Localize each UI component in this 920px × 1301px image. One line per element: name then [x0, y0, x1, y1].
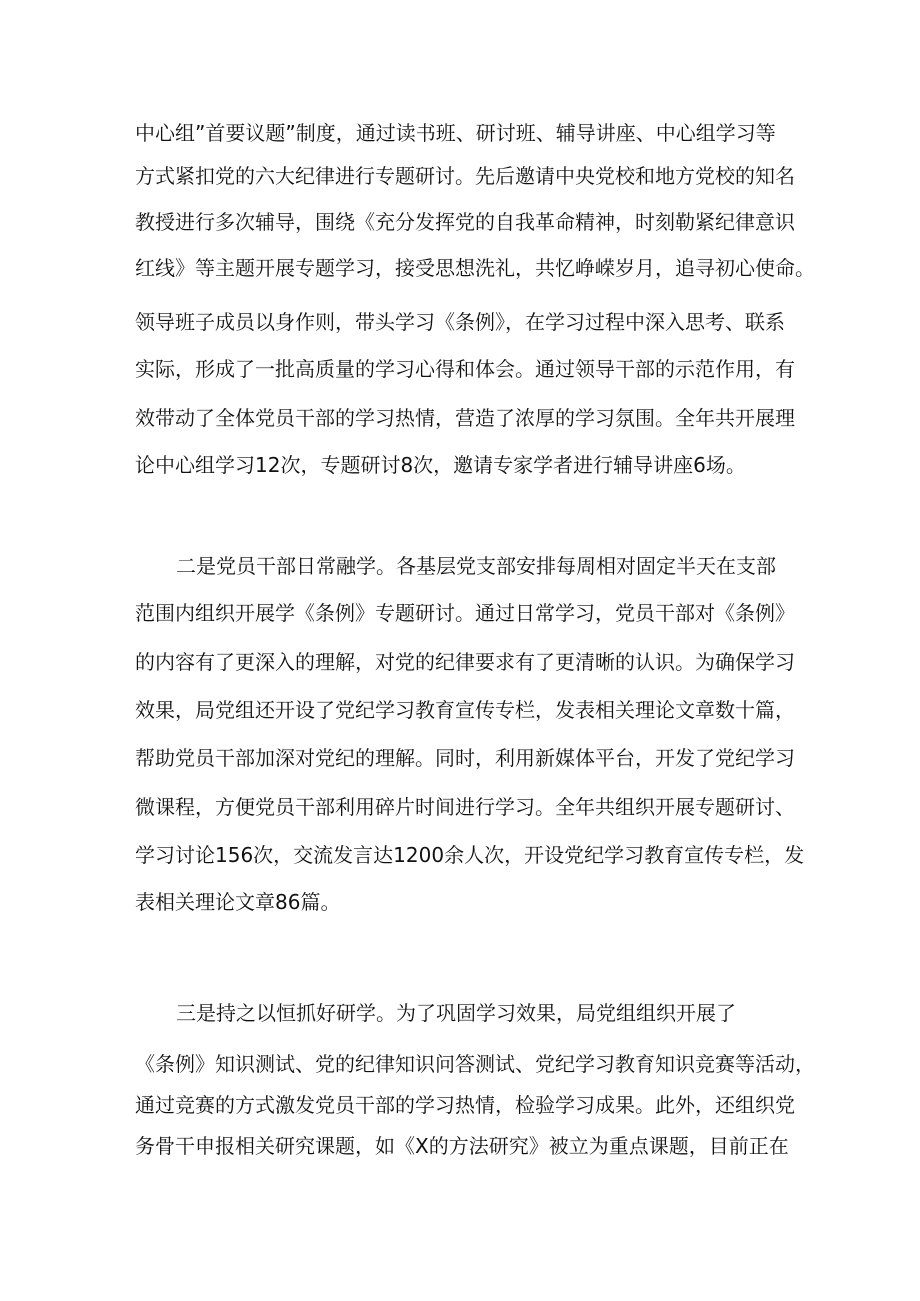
paragraph-1-line-7: 效带动了全体党员干部的学习热情，营造了浓厚的学习氛围。全年共开展理 [135, 406, 795, 430]
paragraph-1-line-3: 教授进行多次辅导，围绕《充分发挥党的自我革命精神，时刻勒紧纪律意识 [135, 210, 795, 234]
paragraph-1-line-8: 论中心组学习12次，专题研讨8次，邀请专家学者进行辅导讲座6场。 [135, 453, 746, 477]
paragraph-2-line-1: 二是党员干部日常融学。各基层党支部安排每周相对固定半天在支部 [176, 554, 776, 578]
paragraph-2-line-6: 微课程，方便党员干部利用碎片时间进行学习。全年共组织开展专题研讨、 [135, 795, 795, 819]
paragraph-1-line-4: 红线》等主题开展专题学习，接受思想洗礼，共忆峥嵘岁月，追寻初心使命。 [135, 256, 815, 280]
paragraph-1-line-5: 领导班子成员以身作则，带头学习《条例》，在学习过程中深入思考、联系 [135, 310, 785, 334]
paragraph-2-line-2: 范围内组织开展学《条例》专题研讨。通过日常学习，党员干部对《条例》 [135, 601, 795, 625]
paragraph-2-line-4: 效果，局党组还开设了党纪学习教育宣传专栏，发表相关理论文章数十篇， [135, 698, 795, 722]
paragraph-1-line-1: 中心组”首要议题”制度，通过读书班、研讨班、辅导讲座、中心组学习等 [135, 121, 776, 145]
paragraph-1-line-6: 实际，形成了一批高质量的学习心得和体会。通过领导干部的示范作用，有 [135, 357, 795, 381]
paragraph-2-line-8: 表相关理论文章86篇。 [135, 890, 341, 914]
paragraph-3-line-2: 《条例》知识测试、党的纪律知识问答测试、党纪学习教育知识竞赛等活动， [135, 1052, 815, 1076]
paragraph-2-line-7: 学习讨论156次，交流发言达1200余人次，开设党纪学习教育宣传专栏，发 [135, 843, 805, 867]
paragraph-3-line-4: 务骨干申报相关研究课题，如《X的方法研究》被立为重点课题，目前正在 [135, 1134, 789, 1158]
paragraph-1-line-2: 方式紧扣党的六大纪律进行专题研讨。先后邀请中央党校和地方党校的知名 [135, 164, 795, 188]
paragraph-3-line-3: 通过竞赛的方式激发党员干部的学习热情，检验学习成果。此外，还组织党 [135, 1093, 795, 1117]
paragraph-2-line-3: 的内容有了更深入的理解，对党的纪律要求有了更清晰的认识。为确保学习 [135, 650, 795, 674]
paragraph-2-line-5: 帮助党员干部加深对党纪的理解。同时，利用新媒体平台，开发了党纪学习 [135, 746, 795, 770]
paragraph-3-line-1: 三是持之以恒抓好研学。为了巩固学习效果，局党组组织开展了 [176, 1001, 736, 1025]
